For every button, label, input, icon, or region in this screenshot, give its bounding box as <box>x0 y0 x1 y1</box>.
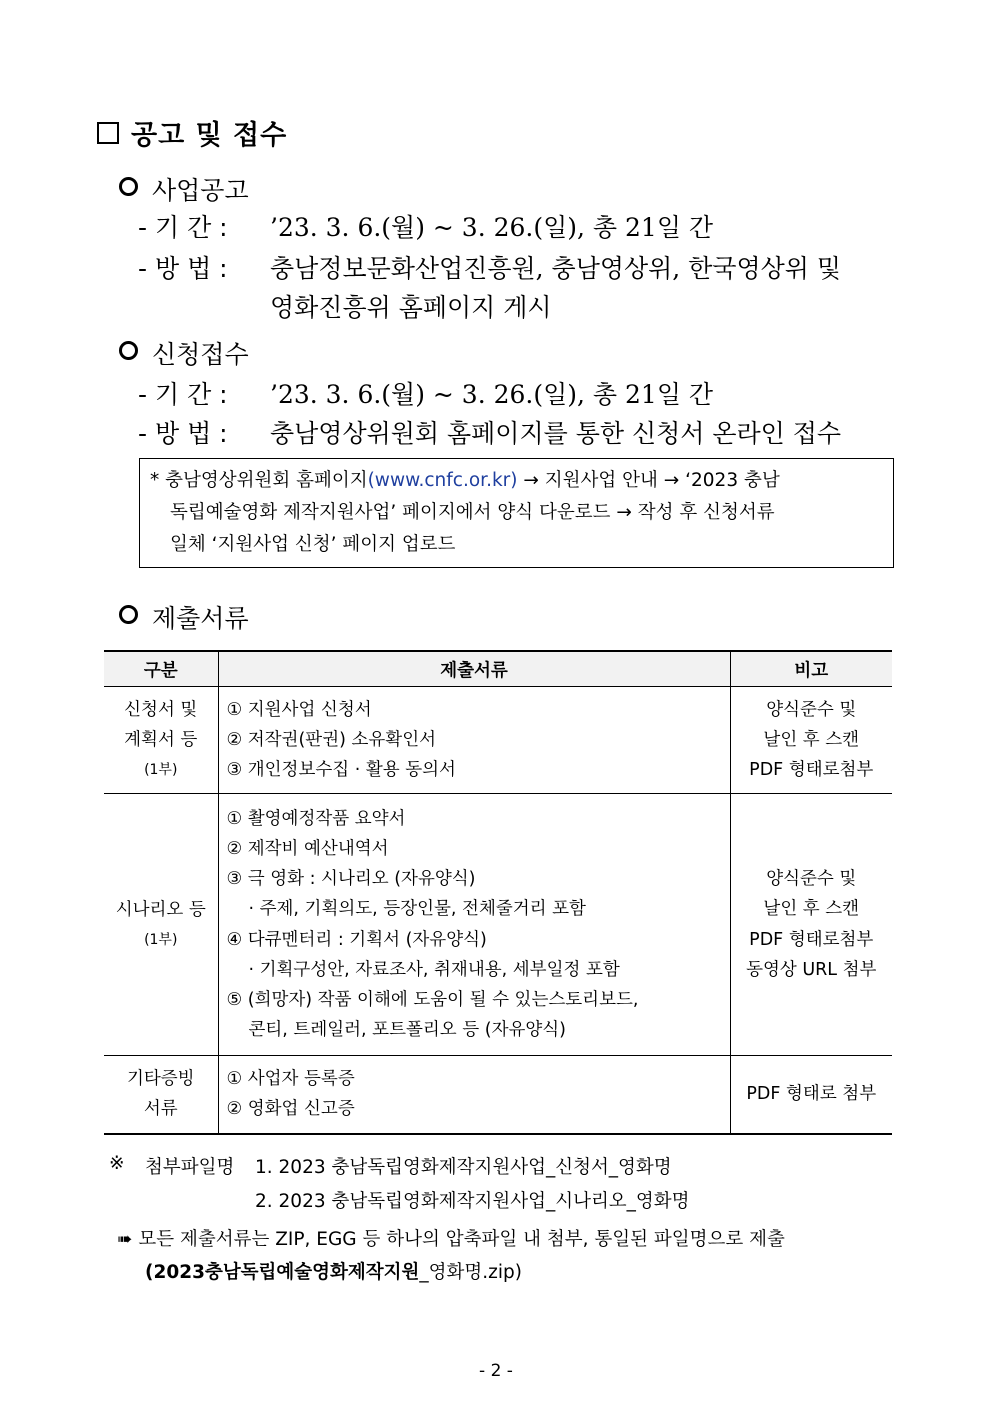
page-number: - 2 - <box>479 1361 513 1381</box>
row-category: 신청서 및 계획서 등 (1부) <box>104 687 218 794</box>
header-documents: 제출서류 <box>218 651 730 687</box>
footnote-arrow-line: ➠ 모든 제출서류는 ZIP, EGG 등 하나의 압축파일 내 첨부, 통일된 파일명으로 제출 <box>117 1229 785 1250</box>
note-line-2: 독립예술영화 제작지원사업’ 페이지에서 양식 다운로드 → 작성 후 신청서류 <box>170 502 775 523</box>
circle-bullet-icon <box>119 177 138 196</box>
row-category: 시나리오 등 (1부) <box>104 794 218 1056</box>
note-line-1: * 충남영상위원회 홈페이지(www.cnfc.or.kr) → 지원사업 안내 → ‘2023 충남 <box>150 470 780 491</box>
row-documents: ① 촬영예정작품 요약서 ② 제작비 예산내역서 ③ 극 영화 : 시나리오 (자유양식) · 주제, 기획의도, 등장인물, 전체줄거리 포함 ④ 다큐멘터리 : 기획서 (자유양식) · 기획구성안, 자료조사, 취재내용, 세부일정 포함 ⑤ (희망자) 작품 이해에 도움이 될 수 있는스토리보드, 콘티, 트레일러, 포트폴리오 등 (자유양식) <box>218 794 730 1056</box>
header-category: 구분 <box>104 651 218 687</box>
row-documents: ① 사업자 등록증 ② 영화업 신고증 <box>218 1056 730 1134</box>
section-heading <box>97 113 287 152</box>
announce-method-value-2: 영화진흥위 홈페이지 게시 <box>270 293 552 322</box>
announce-method-label: - 방 법 : <box>138 254 228 283</box>
homepage-link[interactable]: (www.cnfc.or.kr) <box>367 470 518 491</box>
footnote-filename-example: (2023충남독립예술영화제작지원_영화명.zip) <box>145 1262 522 1283</box>
announce-period-value: ’23. 3. 6.(월) ~ 3. 26.(일), 총 21일 간 <box>270 213 714 242</box>
square-bullet-icon <box>97 122 119 144</box>
row-documents: ① 지원사업 신청서 ② 저작권(판권) 소유확인서 ③ 개인정보수집 · 활용 동의서 <box>218 687 730 794</box>
table-row <box>104 687 892 794</box>
apply-period-label: - 기 간 : <box>138 380 228 409</box>
apply-method-label: - 방 법 : <box>138 419 228 448</box>
footnote-mark: ※ <box>109 1153 125 1174</box>
header-remarks: 비고 <box>730 651 892 687</box>
footnote-label: 첨부파일명 <box>145 1157 235 1178</box>
footnote-file-1: 1. 2023 충남독립영화제작지원사업_신청서_영화명 <box>255 1157 672 1178</box>
footnote-file-2: 2. 2023 충남독립영화제작지원사업_시나리오_영화명 <box>255 1191 690 1212</box>
announce-method-value-1: 충남정보문화산업진흥원, 충남영상위, 한국영상위 및 <box>270 254 842 283</box>
table-row <box>104 794 892 1056</box>
row-remarks: 양식준수 및 날인 후 스캔 PDF 형태로첨부 <box>730 687 892 794</box>
row-remarks: 양식준수 및 날인 후 스캔 PDF 형태로첨부 동영상 URL 첨부 <box>730 794 892 1056</box>
docs-title: 제출서류 <box>119 599 249 635</box>
docs-table <box>104 650 892 1135</box>
announce-period-label: - 기 간 : <box>138 213 228 242</box>
section-heading-text: 공고 및 접수 <box>131 120 288 151</box>
row-remarks: PDF 형태로 첨부 <box>730 1056 892 1134</box>
apply-method-value: 충남영상위원회 홈페이지를 통한 신청서 온라인 접수 <box>270 419 842 448</box>
note-box <box>139 458 894 568</box>
table-header-row <box>104 651 892 687</box>
circle-bullet-icon <box>119 605 138 624</box>
announce-title: 사업공고 <box>119 171 249 207</box>
row-category: 기타증빙 서류 <box>104 1056 218 1134</box>
table-row <box>104 1056 892 1134</box>
circle-bullet-icon <box>119 341 138 360</box>
apply-period-value: ’23. 3. 6.(월) ~ 3. 26.(일), 총 21일 간 <box>270 380 714 409</box>
apply-title: 신청접수 <box>119 335 249 371</box>
note-line-3: 일체 ‘지원사업 신청’ 페이지 업로드 <box>170 534 456 555</box>
